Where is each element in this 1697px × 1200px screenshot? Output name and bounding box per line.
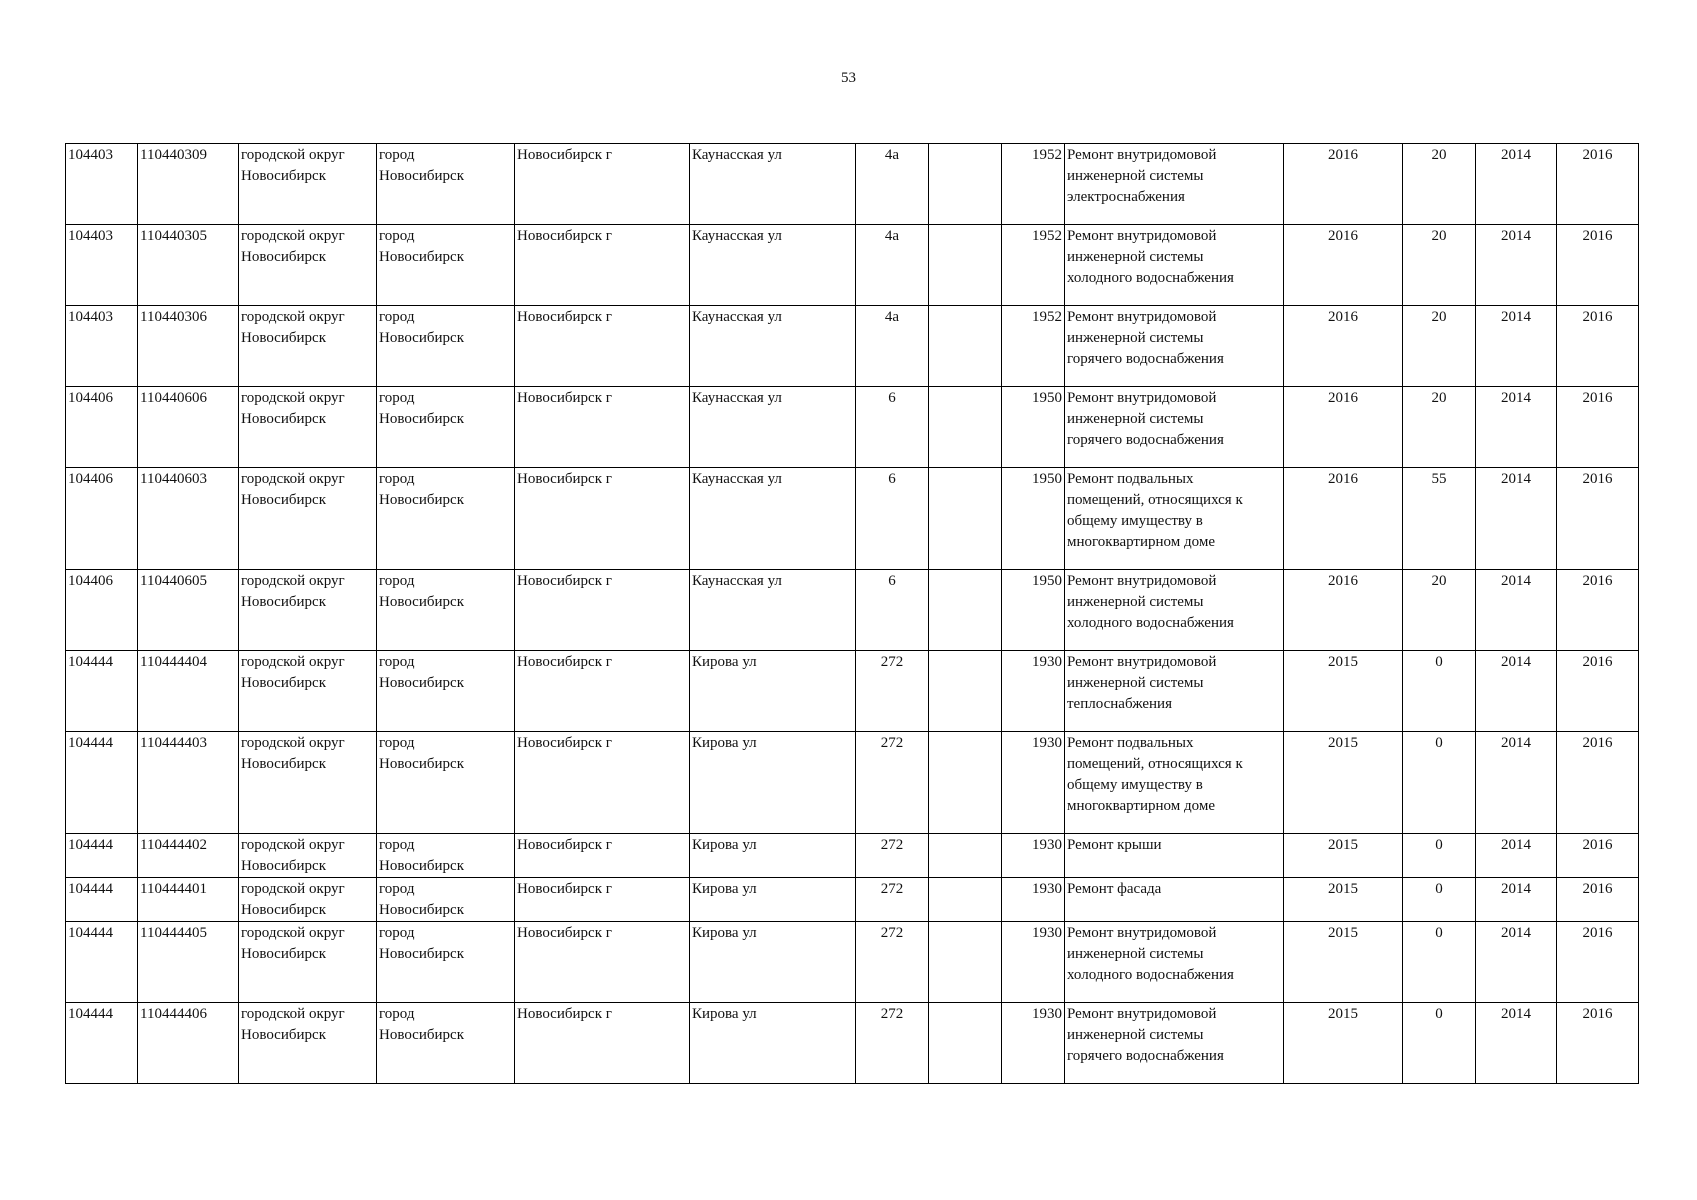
- page-number: 53: [841, 70, 856, 86]
- cell-municipal-district-line: Новосибирск: [241, 330, 326, 346]
- cell-work-type-line: инженерной системы: [1067, 1027, 1204, 1043]
- cell-settlement: [377, 922, 515, 1003]
- cell-house-id: 104406: [66, 387, 138, 468]
- cell-municipal-district-line: Новосибирск: [241, 411, 326, 427]
- cell-settlement: [377, 144, 515, 225]
- cell-house-number: 4а: [856, 225, 929, 306]
- cell-settlement-line: Новосибирск: [379, 946, 464, 962]
- cell-work-id: 110444401: [138, 878, 239, 922]
- table-row: [66, 306, 1639, 387]
- cell-municipal-district: [239, 878, 377, 922]
- cell-house-number: 272: [856, 651, 929, 732]
- cell-municipal-district: [239, 306, 377, 387]
- cell-building: [929, 387, 1002, 468]
- cell-locality: Новосибирск г: [515, 144, 690, 225]
- cell-planned-year: 2015: [1284, 834, 1403, 878]
- cell-locality: Новосибирск г: [515, 834, 690, 878]
- cell-work-type-line: инженерной системы: [1067, 594, 1204, 610]
- cell-work-type: [1065, 306, 1284, 387]
- cell-municipal-district: [239, 468, 377, 570]
- cell-locality: Новосибирск г: [515, 878, 690, 922]
- cell-planned-year: 2016: [1284, 387, 1403, 468]
- cell-municipal-district-line: Новосибирск: [241, 594, 326, 610]
- cell-work-type-line: общему имуществу в: [1067, 777, 1203, 793]
- cell-wear-percent: 20: [1403, 225, 1476, 306]
- cell-municipal-district-line: городской округ: [241, 471, 345, 487]
- cell-street: Кирова ул: [690, 651, 856, 732]
- cell-street: Кирова ул: [690, 1003, 856, 1084]
- cell-period-start: 2014: [1476, 144, 1557, 225]
- cell-municipal-district-line: городской округ: [241, 881, 345, 897]
- cell-work-type: [1065, 570, 1284, 651]
- cell-settlement: [377, 834, 515, 878]
- cell-period-start: 2014: [1476, 651, 1557, 732]
- cell-planned-year: 2015: [1284, 651, 1403, 732]
- cell-construction-year: 1950: [1002, 387, 1065, 468]
- cell-settlement-line: город: [379, 837, 415, 853]
- cell-planned-year: 2016: [1284, 144, 1403, 225]
- cell-work-type-line: Ремонт внутридомовой: [1067, 573, 1217, 589]
- cell-municipal-district-line: городской округ: [241, 309, 345, 325]
- cell-planned-year: 2015: [1284, 732, 1403, 834]
- cell-municipal-district: [239, 732, 377, 834]
- cell-settlement: [377, 306, 515, 387]
- cell-street: Каунасская ул: [690, 144, 856, 225]
- cell-building: [929, 144, 1002, 225]
- cell-planned-year: 2016: [1284, 225, 1403, 306]
- table-row: [66, 468, 1639, 570]
- cell-house-id: 104444: [66, 1003, 138, 1084]
- cell-locality: Новосибирск г: [515, 922, 690, 1003]
- table-row: [66, 834, 1639, 878]
- cell-house-number: 6: [856, 570, 929, 651]
- cell-municipal-district-line: Новосибирск: [241, 902, 326, 918]
- cell-wear-percent: 20: [1403, 306, 1476, 387]
- cell-building: [929, 922, 1002, 1003]
- cell-work-type-line: горячего водоснабжения: [1067, 351, 1224, 367]
- cell-work-type: [1065, 225, 1284, 306]
- cell-period-end: 2016: [1557, 651, 1639, 732]
- cell-work-type: [1065, 144, 1284, 225]
- cell-work-type-line: Ремонт крыши: [1067, 837, 1162, 853]
- cell-construction-year: 1952: [1002, 225, 1065, 306]
- cell-house-number: 272: [856, 1003, 929, 1084]
- cell-building: [929, 225, 1002, 306]
- cell-work-type-line: теплоснабжения: [1067, 696, 1172, 712]
- cell-municipal-district-line: городской округ: [241, 573, 345, 589]
- cell-work-type-line: Ремонт внутридомовой: [1067, 228, 1217, 244]
- cell-settlement-line: город: [379, 573, 415, 589]
- cell-settlement-line: город: [379, 1006, 415, 1022]
- cell-work-type-line: холодного водоснабжения: [1067, 967, 1234, 983]
- cell-settlement: [377, 878, 515, 922]
- cell-settlement-line: Новосибирск: [379, 756, 464, 772]
- cell-wear-percent: 0: [1403, 834, 1476, 878]
- cell-work-type-line: Ремонт подвальных: [1067, 735, 1194, 751]
- registry-table: [65, 143, 1639, 1084]
- cell-period-start: 2014: [1476, 732, 1557, 834]
- cell-period-end: 2016: [1557, 387, 1639, 468]
- cell-locality: Новосибирск г: [515, 306, 690, 387]
- cell-locality: Новосибирск г: [515, 468, 690, 570]
- cell-settlement-line: Новосибирск: [379, 902, 464, 918]
- cell-municipal-district-line: городской округ: [241, 228, 345, 244]
- cell-house-number: 272: [856, 878, 929, 922]
- cell-period-start: 2014: [1476, 834, 1557, 878]
- cell-municipal-district: [239, 1003, 377, 1084]
- cell-building: [929, 570, 1002, 651]
- cell-locality: Новосибирск г: [515, 651, 690, 732]
- cell-settlement: [377, 225, 515, 306]
- cell-wear-percent: 20: [1403, 144, 1476, 225]
- cell-work-type-line: многоквартирном доме: [1067, 534, 1215, 550]
- cell-municipal-district-line: городской округ: [241, 735, 345, 751]
- cell-building: [929, 1003, 1002, 1084]
- cell-municipal-district-line: Новосибирск: [241, 675, 326, 691]
- cell-settlement-line: город: [379, 881, 415, 897]
- cell-construction-year: 1930: [1002, 878, 1065, 922]
- cell-house-number: 4а: [856, 144, 929, 225]
- cell-street: Кирова ул: [690, 834, 856, 878]
- cell-work-id: 110444404: [138, 651, 239, 732]
- cell-work-id: 110440605: [138, 570, 239, 651]
- cell-period-start: 2014: [1476, 468, 1557, 570]
- cell-work-type-line: электроснабжения: [1067, 189, 1185, 205]
- cell-work-type: [1065, 878, 1284, 922]
- cell-municipal-district-line: городской округ: [241, 1006, 345, 1022]
- cell-period-start: 2014: [1476, 878, 1557, 922]
- cell-settlement-line: Новосибирск: [379, 675, 464, 691]
- cell-locality: Новосибирск г: [515, 387, 690, 468]
- cell-house-number: 272: [856, 732, 929, 834]
- cell-locality: Новосибирск г: [515, 570, 690, 651]
- cell-work-type-line: Ремонт внутридомовой: [1067, 147, 1217, 163]
- cell-work-type-line: Ремонт подвальных: [1067, 471, 1194, 487]
- cell-period-end: 2016: [1557, 144, 1639, 225]
- cell-locality: Новосибирск г: [515, 732, 690, 834]
- cell-house-id: 104444: [66, 878, 138, 922]
- cell-settlement-line: Новосибирск: [379, 594, 464, 610]
- cell-work-id: 110444402: [138, 834, 239, 878]
- cell-period-end: 2016: [1557, 1003, 1639, 1084]
- cell-work-type: [1065, 922, 1284, 1003]
- cell-street: Каунасская ул: [690, 387, 856, 468]
- cell-construction-year: 1952: [1002, 306, 1065, 387]
- cell-house-number: 272: [856, 922, 929, 1003]
- cell-work-type-line: холодного водоснабжения: [1067, 270, 1234, 286]
- cell-settlement-line: Новосибирск: [379, 168, 464, 184]
- cell-municipal-district-line: Новосибирск: [241, 756, 326, 772]
- cell-house-id: 104406: [66, 570, 138, 651]
- table-row: [66, 651, 1639, 732]
- cell-house-number: 4а: [856, 306, 929, 387]
- cell-work-type: [1065, 387, 1284, 468]
- cell-municipal-district-line: Новосибирск: [241, 1027, 326, 1043]
- cell-house-id: 104444: [66, 732, 138, 834]
- cell-work-type-line: инженерной системы: [1067, 411, 1204, 427]
- cell-municipal-district-line: городской округ: [241, 390, 345, 406]
- cell-work-type: [1065, 834, 1284, 878]
- cell-municipal-district-line: Новосибирск: [241, 946, 326, 962]
- cell-work-id: 110440309: [138, 144, 239, 225]
- cell-municipal-district: [239, 834, 377, 878]
- cell-street: Кирова ул: [690, 878, 856, 922]
- cell-work-type-line: Ремонт внутридомовой: [1067, 390, 1217, 406]
- cell-house-id: 104444: [66, 651, 138, 732]
- cell-municipal-district-line: городской округ: [241, 925, 345, 941]
- cell-planned-year: 2015: [1284, 878, 1403, 922]
- cell-street: Каунасская ул: [690, 306, 856, 387]
- cell-municipal-district-line: Новосибирск: [241, 858, 326, 874]
- cell-building: [929, 878, 1002, 922]
- cell-period-end: 2016: [1557, 225, 1639, 306]
- cell-municipal-district: [239, 225, 377, 306]
- cell-settlement-line: город: [379, 147, 415, 163]
- cell-construction-year: 1930: [1002, 732, 1065, 834]
- cell-settlement-line: Новосибирск: [379, 330, 464, 346]
- cell-period-end: 2016: [1557, 834, 1639, 878]
- cell-house-id: 104444: [66, 834, 138, 878]
- table-row: [66, 144, 1639, 225]
- cell-work-type: [1065, 468, 1284, 570]
- cell-locality: Новосибирск г: [515, 225, 690, 306]
- cell-settlement-line: Новосибирск: [379, 858, 464, 874]
- cell-house-id: 104403: [66, 144, 138, 225]
- cell-house-id: 104406: [66, 468, 138, 570]
- cell-planned-year: 2015: [1284, 1003, 1403, 1084]
- cell-work-type-line: Ремонт внутридомовой: [1067, 654, 1217, 670]
- cell-wear-percent: 0: [1403, 878, 1476, 922]
- cell-work-type-line: горячего водоснабжения: [1067, 1048, 1224, 1064]
- cell-settlement-line: Новосибирск: [379, 249, 464, 265]
- table-row: [66, 225, 1639, 306]
- cell-work-type-line: инженерной системы: [1067, 249, 1204, 265]
- cell-house-number: 272: [856, 834, 929, 878]
- cell-work-id: 110444406: [138, 1003, 239, 1084]
- cell-period-start: 2014: [1476, 306, 1557, 387]
- cell-work-id: 110444405: [138, 922, 239, 1003]
- table-body: [66, 144, 1639, 1084]
- table-row: [66, 732, 1639, 834]
- cell-settlement-line: город: [379, 925, 415, 941]
- cell-wear-percent: 0: [1403, 1003, 1476, 1084]
- cell-wear-percent: 20: [1403, 387, 1476, 468]
- cell-settlement-line: город: [379, 471, 415, 487]
- cell-municipal-district-line: городской округ: [241, 147, 345, 163]
- cell-municipal-district: [239, 651, 377, 732]
- cell-street: Каунасская ул: [690, 468, 856, 570]
- cell-construction-year: 1930: [1002, 1003, 1065, 1084]
- cell-settlement-line: город: [379, 228, 415, 244]
- cell-settlement: [377, 468, 515, 570]
- cell-work-type-line: инженерной системы: [1067, 330, 1204, 346]
- cell-settlement-line: город: [379, 309, 415, 325]
- cell-work-type-line: Ремонт внутридомовой: [1067, 1006, 1217, 1022]
- cell-work-id: 110440603: [138, 468, 239, 570]
- cell-work-type-line: Ремонт внутридомовой: [1067, 309, 1217, 325]
- cell-settlement-line: Новосибирск: [379, 1027, 464, 1043]
- cell-work-type-line: Ремонт внутридомовой: [1067, 925, 1217, 941]
- cell-period-start: 2014: [1476, 225, 1557, 306]
- cell-work-type-line: Ремонт фасада: [1067, 881, 1162, 897]
- cell-planned-year: 2016: [1284, 306, 1403, 387]
- cell-building: [929, 468, 1002, 570]
- table-row: [66, 1003, 1639, 1084]
- cell-work-type-line: холодного водоснабжения: [1067, 615, 1234, 631]
- cell-period-end: 2016: [1557, 922, 1639, 1003]
- cell-work-type: [1065, 1003, 1284, 1084]
- cell-wear-percent: 55: [1403, 468, 1476, 570]
- cell-municipal-district: [239, 387, 377, 468]
- cell-work-type-line: горячего водоснабжения: [1067, 432, 1224, 448]
- cell-planned-year: 2016: [1284, 570, 1403, 651]
- cell-work-type-line: инженерной системы: [1067, 946, 1204, 962]
- cell-house-number: 6: [856, 468, 929, 570]
- cell-house-id: 104444: [66, 922, 138, 1003]
- cell-wear-percent: 20: [1403, 570, 1476, 651]
- cell-work-id: 110440306: [138, 306, 239, 387]
- cell-municipal-district-line: Новосибирск: [241, 249, 326, 265]
- cell-work-id: 110444403: [138, 732, 239, 834]
- cell-work-type-line: многоквартирном доме: [1067, 798, 1215, 814]
- cell-period-start: 2014: [1476, 1003, 1557, 1084]
- cell-municipal-district-line: городской округ: [241, 654, 345, 670]
- cell-period-end: 2016: [1557, 732, 1639, 834]
- cell-period-end: 2016: [1557, 878, 1639, 922]
- cell-building: [929, 651, 1002, 732]
- cell-settlement: [377, 570, 515, 651]
- cell-work-type-line: помещений, относящихся к: [1067, 492, 1243, 508]
- table-row: [66, 387, 1639, 468]
- cell-work-type-line: помещений, относящихся к: [1067, 756, 1243, 772]
- cell-wear-percent: 0: [1403, 922, 1476, 1003]
- cell-period-end: 2016: [1557, 570, 1639, 651]
- cell-settlement: [377, 387, 515, 468]
- cell-building: [929, 834, 1002, 878]
- cell-work-type: [1065, 732, 1284, 834]
- cell-municipal-district-line: городской округ: [241, 837, 345, 853]
- cell-construction-year: 1950: [1002, 468, 1065, 570]
- table-row: [66, 878, 1639, 922]
- cell-settlement: [377, 1003, 515, 1084]
- cell-work-id: 110440305: [138, 225, 239, 306]
- cell-settlement: [377, 732, 515, 834]
- table-row: [66, 570, 1639, 651]
- cell-construction-year: 1930: [1002, 922, 1065, 1003]
- cell-street: Каунасская ул: [690, 225, 856, 306]
- cell-construction-year: 1930: [1002, 834, 1065, 878]
- cell-construction-year: 1952: [1002, 144, 1065, 225]
- cell-work-type-line: инженерной системы: [1067, 168, 1204, 184]
- cell-wear-percent: 0: [1403, 651, 1476, 732]
- cell-municipal-district: [239, 144, 377, 225]
- cell-settlement-line: Новосибирск: [379, 411, 464, 427]
- cell-municipal-district: [239, 922, 377, 1003]
- cell-municipal-district: [239, 570, 377, 651]
- cell-settlement-line: город: [379, 390, 415, 406]
- cell-building: [929, 306, 1002, 387]
- cell-work-type-line: инженерной системы: [1067, 675, 1204, 691]
- table-row: [66, 922, 1639, 1003]
- cell-house-number: 6: [856, 387, 929, 468]
- cell-period-end: 2016: [1557, 306, 1639, 387]
- cell-period-start: 2014: [1476, 922, 1557, 1003]
- cell-wear-percent: 0: [1403, 732, 1476, 834]
- cell-planned-year: 2015: [1284, 922, 1403, 1003]
- cell-municipal-district-line: Новосибирск: [241, 492, 326, 508]
- cell-settlement-line: Новосибирск: [379, 492, 464, 508]
- cell-construction-year: 1950: [1002, 570, 1065, 651]
- cell-street: Кирова ул: [690, 922, 856, 1003]
- cell-street: Каунасская ул: [690, 570, 856, 651]
- cell-construction-year: 1930: [1002, 651, 1065, 732]
- cell-work-id: 110440606: [138, 387, 239, 468]
- cell-house-id: 104403: [66, 306, 138, 387]
- cell-work-type-line: общему имуществу в: [1067, 513, 1203, 529]
- cell-settlement-line: город: [379, 735, 415, 751]
- cell-period-start: 2014: [1476, 387, 1557, 468]
- cell-planned-year: 2016: [1284, 468, 1403, 570]
- cell-municipal-district-line: Новосибирск: [241, 168, 326, 184]
- cell-street: Кирова ул: [690, 732, 856, 834]
- cell-work-type: [1065, 651, 1284, 732]
- cell-settlement: [377, 651, 515, 732]
- cell-period-end: 2016: [1557, 468, 1639, 570]
- cell-building: [929, 732, 1002, 834]
- cell-locality: Новосибирск г: [515, 1003, 690, 1084]
- cell-period-start: 2014: [1476, 570, 1557, 651]
- cell-settlement-line: город: [379, 654, 415, 670]
- cell-house-id: 104403: [66, 225, 138, 306]
